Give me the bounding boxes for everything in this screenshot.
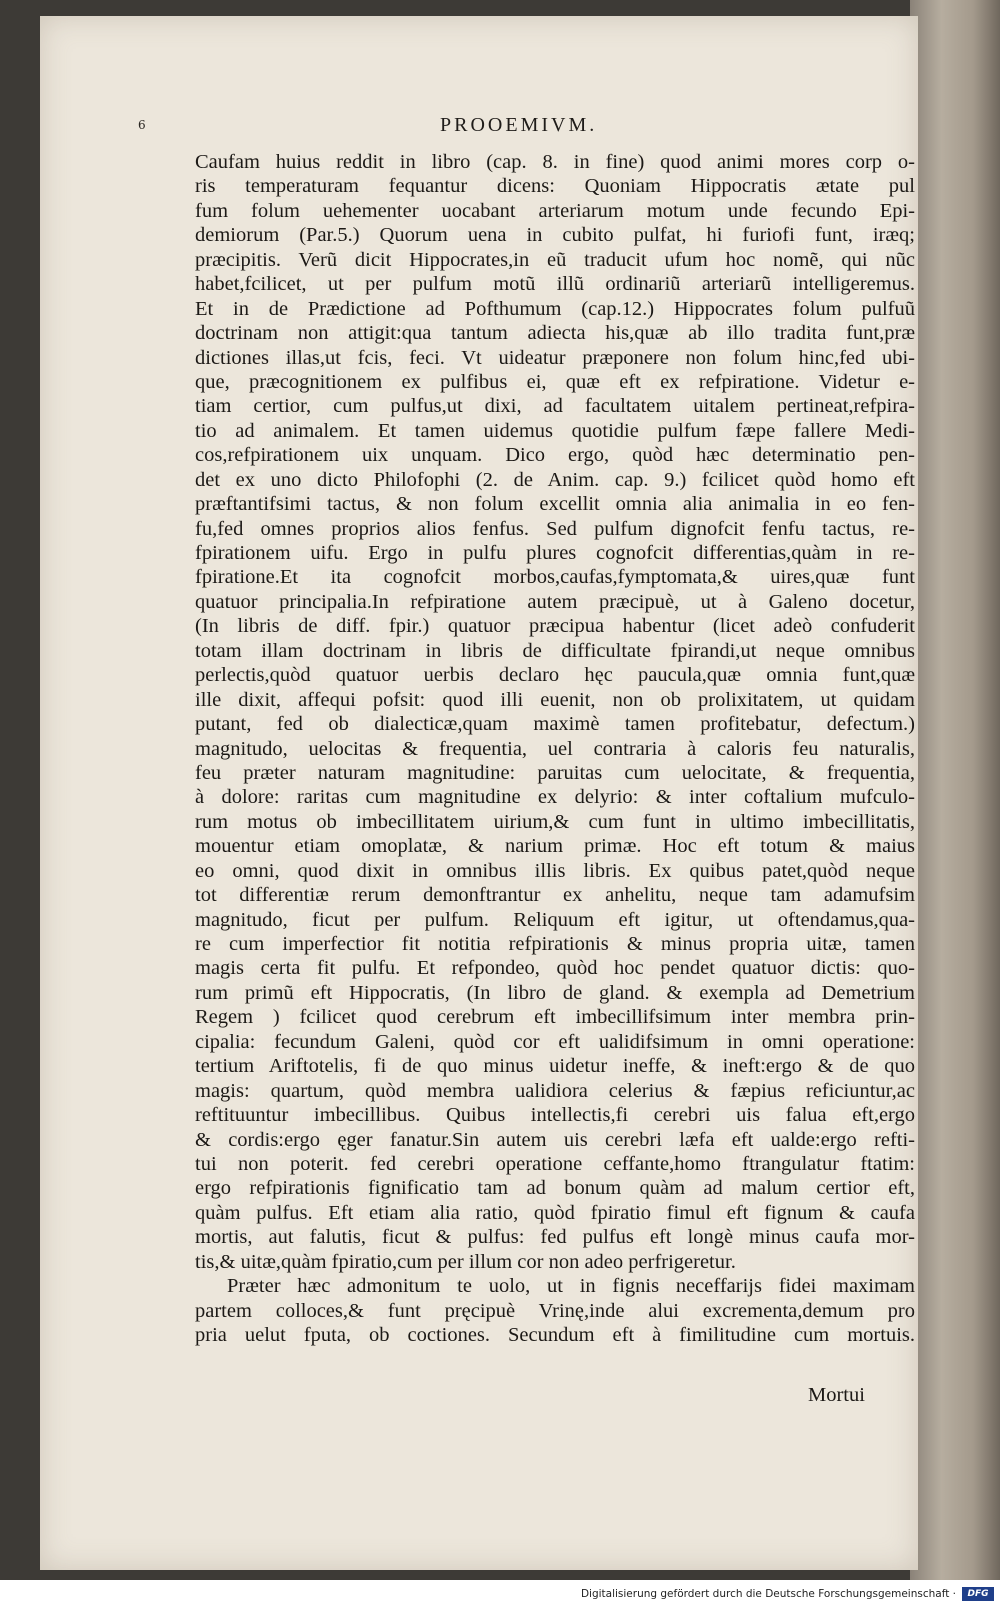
text-line: que, præcognitionem ex pulfibus ei, quæ eft ex refpiratione. Videtur e- bbox=[195, 370, 915, 393]
text-line: fpiratione.Et ita cognofcit morbos,caufas,fymptomata,& uires,quæ funt bbox=[195, 566, 915, 589]
funding-credit: Digitalisierung gefördert durch die Deutsche Forschungsgemeinschaft · bbox=[580, 1588, 956, 1600]
text-line: magnitudo, uelocitas & frequentia, uel contraria à caloris feu naturalis, bbox=[195, 737, 915, 760]
text-line: demiorum (Par.5.) Quorum uena in cubito pulfat, hi furiofi funt, iræq; bbox=[195, 224, 915, 247]
text-line: magis certa fit pulfu. Et refpondeo, quòd hoc pendet quatuor dictis: quo- bbox=[195, 957, 915, 980]
text-line: à dolore: raritas cum magnitudine ex delyrio: & inter coftalium mufculo- bbox=[195, 786, 915, 809]
running-head: PROOEMIVM. bbox=[440, 114, 598, 136]
text-line: putant, fed ob dialecticæ,quam maximè tamen profitebatur, defectum.) bbox=[195, 713, 915, 736]
dfg-logo: DFG bbox=[962, 1587, 994, 1601]
text-line: præftantifsimi tactus, & non folum excellit omnia alia animalia in eo fen- bbox=[195, 493, 915, 516]
text-line: feu præter naturam magnitudine: paruitas cum uelocitate, & frequentia, bbox=[195, 761, 915, 784]
text-line: fpirationem uifu. Ergo in pulfu plures cognofcit differentias,quàm in re- bbox=[195, 542, 915, 564]
text-line: quàm pulfus. Eft etiam alia ratio, quòd fpiratio fimul eft fignum & caufa bbox=[195, 1201, 915, 1224]
body-text bbox=[195, 150, 915, 1347]
text-line: perlectis,quòd quatuor uerbis declaro hęc paucula,quæ omnia funt,quæ bbox=[195, 664, 915, 687]
text-line: rum primũ eft Hippocratis, (In libro de gland. & exempla ad Demetrium bbox=[195, 981, 915, 1004]
text-line: tis,& uitæ,quàm fpiratio,cum per illum cor non adeo perfrigeretur. bbox=[195, 1250, 736, 1273]
text-line: Præter hæc admonitum te uolo, ut in fignis neceffarijs fidei maximam bbox=[227, 1275, 915, 1298]
page-number: 6 bbox=[138, 118, 146, 132]
text-line: tio ad animalem. Et tamen uidemus quotidie pulfum fæpe fallere Medi- bbox=[195, 419, 915, 442]
text-line: fum folum uehementer uocabant arteriarum motum unde fecundo Epi- bbox=[195, 199, 915, 222]
text-line: cos,refpirationem uix unquam. Dico ergo, quòd hæc determinatio pen- bbox=[195, 444, 915, 467]
catchword: Mortui bbox=[808, 1384, 865, 1406]
text-line: præcipitis. Verũ dicit Hippocrates,in eũ traducit ufum hoc nomẽ, qui nũc bbox=[195, 248, 915, 271]
text-line: reftituuntur imbecillibus. Quibus intellectis,fi cerebri uis falua eft,ergo bbox=[195, 1104, 915, 1127]
text-line: magis: quartum, quòd membra ualidiora celerius & fæpius reficiuntur,ac bbox=[195, 1079, 915, 1102]
text-line: mortis, aut falutis, ficut & pulfus: fed pulfus eft longè minus caufa mor- bbox=[195, 1226, 915, 1249]
text-line: ris temperaturam fequantur dicens: Quoniam Hippocratis ætate pul bbox=[195, 175, 915, 198]
text-line: quatuor principalia.In refpiratione autem præcipuè, ut à Galeno docetur, bbox=[195, 590, 915, 613]
text-line: re cum imperfectior fit notitia refpirationis & minus propria uitæ, tamen bbox=[195, 933, 915, 955]
text-line: magnitudo, ficut per pulfum. Reliquum eft igitur, ut oftendamus,qua- bbox=[195, 908, 915, 931]
text-line: tui non poterit. fed cerebri operatione ceffante,homo ftrangulatur ftatim: bbox=[195, 1152, 915, 1175]
text-line: ille dixit, affequi pofsit: quod illi euenit, non ob prolixitatem, ut quidam bbox=[195, 688, 915, 711]
text-line: doctrinam non attigit:qua tantum adiecta his,quæ ab illo tradita funt,præ bbox=[195, 322, 915, 345]
text-line: det ex uno dicto Philofophi (2. de Anim. cap. 9.) fcilicet quòd homo eft bbox=[195, 468, 915, 491]
text-line: cipalia: fecundum Galeni, quòd cor eft ualidifsimum in omni operatione: bbox=[195, 1030, 915, 1053]
text-line: partem colloces,& funt pręcipuè Vrinę,inde alui excrementa,demum pro bbox=[195, 1299, 915, 1322]
text-line: & cordis:ergo ęger fanatur.Sin autem uis cerebri læfa eft ualde:ergo refti- bbox=[195, 1128, 915, 1151]
text-line: ergo refpirationis fignificatio tam ad bonum quàm ad malum certior eft, bbox=[195, 1177, 915, 1200]
text-line: tertium Ariftotelis, fi de quo minus uidetur ineffe, & ineft:ergo & de quo bbox=[195, 1055, 915, 1078]
text-line: totam illam doctrinam in libris de difficultate fpirandi,ut neque omnibus bbox=[195, 639, 915, 662]
text-line: mouentur etiam omoplatæ, & narium primæ. Hoc eft totum & maius bbox=[195, 835, 915, 858]
text-line: (In libris de diff. fpir.) quatuor præcipua habentur (licet adeò confuderit bbox=[195, 615, 915, 638]
text-line: habet,fcilicet, ut per pulfum motũ illũ ordinariũ arteriarũ intelligeremus. bbox=[195, 273, 915, 296]
text-line: Caufam huius reddit in libro (cap. 8. in fine) quod animi mores corp o- bbox=[195, 151, 915, 173]
text-line: Regem ) fcilicet quod cerebrum eft imbecillifsimum inter membra prin- bbox=[195, 1006, 915, 1029]
text-line: fu,fed omnes proprios alios fenfus. Sed pulfum dignofcit fenfu tactus, re- bbox=[195, 517, 915, 540]
text-line: rum motus ob imbecillitatem uirium,& cum funt in ultimo imbecillitatis, bbox=[195, 810, 915, 833]
text-line: tiam certior, cum pulfus,ut dixi, ad facultatem uitalem pertineat,refpira- bbox=[195, 395, 915, 418]
text-line: pria uelut fputa, ob coctiones. Secundum eft à fimilitudine cum mortuis. bbox=[195, 1324, 915, 1346]
book-fore-edge bbox=[910, 0, 1000, 1580]
text-line: eo omni, quod dixit in omnibus illis libris. Ex quibus patet,quòd neque bbox=[195, 859, 915, 882]
text-line: dictiones illas,ut fcis, feci. Vt uideatur præponere non folum hinc,fed ubi- bbox=[195, 346, 915, 369]
footer-bar bbox=[0, 1580, 1000, 1609]
text-line: Et in de Prædictione ad Pofthumum (cap.12.) Hippocrates folum pulfuũ bbox=[195, 297, 915, 320]
text-line: tot differentiæ rerum demonftrantur ex anhelitu, neque tam adamufsim bbox=[195, 884, 915, 907]
